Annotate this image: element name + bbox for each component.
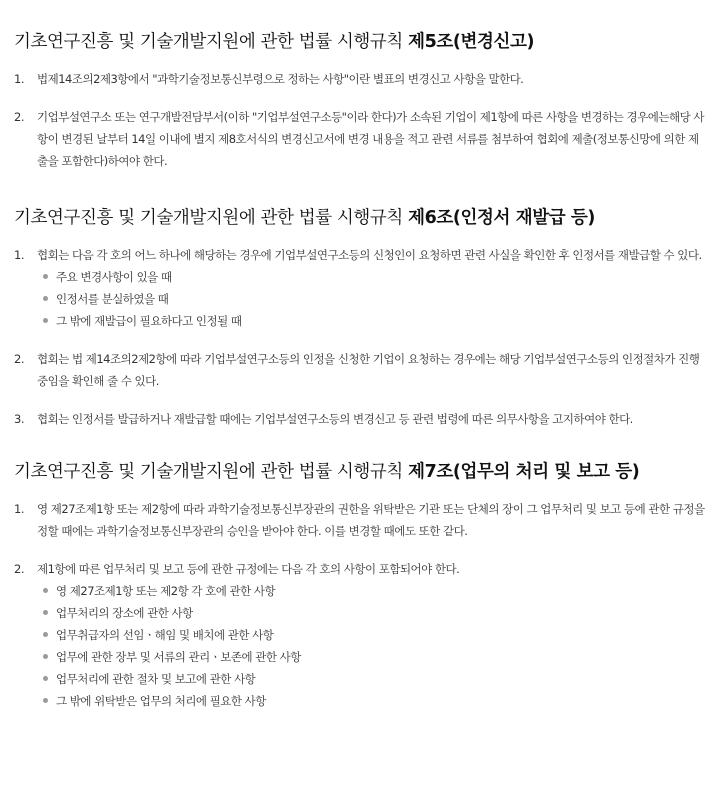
- sub-list-item: 주요 변경사항이 있을 때: [43, 266, 706, 288]
- sub-list-item: 인정서를 분실하였을 때: [43, 288, 706, 310]
- article-items: [14, 68, 706, 172]
- section-article-7: [14, 430, 706, 712]
- item-number: 1.: [14, 248, 24, 262]
- item-number: 3.: [14, 412, 24, 426]
- article-subject: (인정서 재발급 등): [452, 208, 596, 228]
- list-item: [14, 106, 706, 172]
- list-item: [14, 408, 706, 430]
- section-article-6: [14, 172, 706, 430]
- section-article-5: [14, 0, 706, 172]
- item-text: 협회는 법 제14조의2제2항에 따라 기업부설연구소등의 인정을 신청한 기업이 요청하는 경우에는 해당 기업부설연구소등의 인정절차가 진행 중임을 확인해 줄 수 있다.: [37, 352, 700, 388]
- sub-list: [37, 580, 706, 712]
- article-items: [14, 244, 706, 430]
- article-number: 제7조: [408, 462, 453, 482]
- sub-list: [37, 266, 706, 332]
- article-items: [14, 498, 706, 712]
- list-item: [14, 498, 706, 542]
- article-number: 제5조: [408, 32, 453, 52]
- item-text: 영 제27조제1항 또는 제2항에 따라 과학기술정보통신부장관의 권한을 위탁받은 기관 또는 단체의 장이 그 업무처리 및 보고 등에 관한 규정을 정할 때에는 과학기술정보통신부장관의 승인을 받아야 한다. 이를 변경할 때에도 또한 같다.: [37, 502, 705, 538]
- item-number: 1.: [14, 72, 24, 86]
- list-item: [14, 68, 706, 90]
- item-text: 법제14조의2제3항에서 "과학기술정보통신부령으로 정하는 사항"이란 별표의 변경신고 사항을 말한다.: [37, 72, 524, 86]
- sub-list-item: 그 밖에 재발급이 필요하다고 인정될 때: [43, 310, 706, 332]
- section-title: 기초연구진흥 및 기술개발지원에 관한 법률 시행규칙 제6조(인정서 재발급 등): [14, 208, 596, 228]
- item-number: 2.: [14, 352, 24, 366]
- sub-list-item: 업무처리의 장소에 관한 사항: [43, 602, 706, 624]
- article-number: 제6조: [408, 208, 453, 228]
- item-number: 2.: [14, 110, 24, 124]
- sub-list-item: 그 밖에 위탁받은 업무의 처리에 필요한 사항: [43, 690, 706, 712]
- article-subject: (업무의 처리 및 보고 등): [452, 462, 640, 482]
- item-number: 2.: [14, 562, 24, 576]
- item-text: 기업부설연구소 또는 연구개발전담부서(이하 "기업부설연구소등"이라 한다)가 소속된 기업이 제1항에 따른 사항을 변경하는 경우에는해당 사항이 변경된 날부터 14일 이내에 별지 제8호서식의 변경신고서에 변경 내용을 적고 관련 서류를 첨부하여 협회에 제출(정보통신망에 의한 제출을 포함한다)하여야 한다.: [37, 110, 704, 168]
- article-subject: (변경신고): [452, 32, 535, 52]
- list-item: [14, 558, 706, 712]
- list-item: [14, 348, 706, 392]
- section-title: 기초연구진흥 및 기술개발지원에 관한 법률 시행규칙 제7조(업무의 처리 및 보고 등): [14, 462, 640, 482]
- sub-list-item: 업무처리에 관한 절차 및 보고에 관한 사항: [43, 668, 706, 690]
- sub-list-item: 영 제27조제1항 또는 제2항 각 호에 관한 사항: [43, 580, 706, 602]
- list-item: [14, 244, 706, 332]
- sub-list-item: 업무에 관한 장부 및 서류의 관리ㆍ보존에 관한 사항: [43, 646, 706, 668]
- item-text: 협회는 다음 각 호의 어느 하나에 해당하는 경우에 기업부설연구소등의 신청인이 요청하면 관련 사실을 확인한 후 인정서를 재발급할 수 있다.: [37, 248, 702, 262]
- item-number: 1.: [14, 502, 24, 516]
- item-text: 제1항에 따른 업무처리 및 보고 등에 관한 규정에는 다음 각 호의 사항이 포함되어야 한다.: [37, 562, 460, 576]
- item-text: 협회는 인정서를 발급하거나 재발급할 때에는 기업부설연구소등의 변경신고 등 관련 법령에 따른 의무사항을 고지하여야 한다.: [37, 412, 633, 426]
- section-title: 기초연구진흥 및 기술개발지원에 관한 법률 시행규칙 제5조(변경신고): [14, 32, 535, 52]
- sub-list-item: 업무취급자의 선임ㆍ해임 및 배치에 관한 사항: [43, 624, 706, 646]
